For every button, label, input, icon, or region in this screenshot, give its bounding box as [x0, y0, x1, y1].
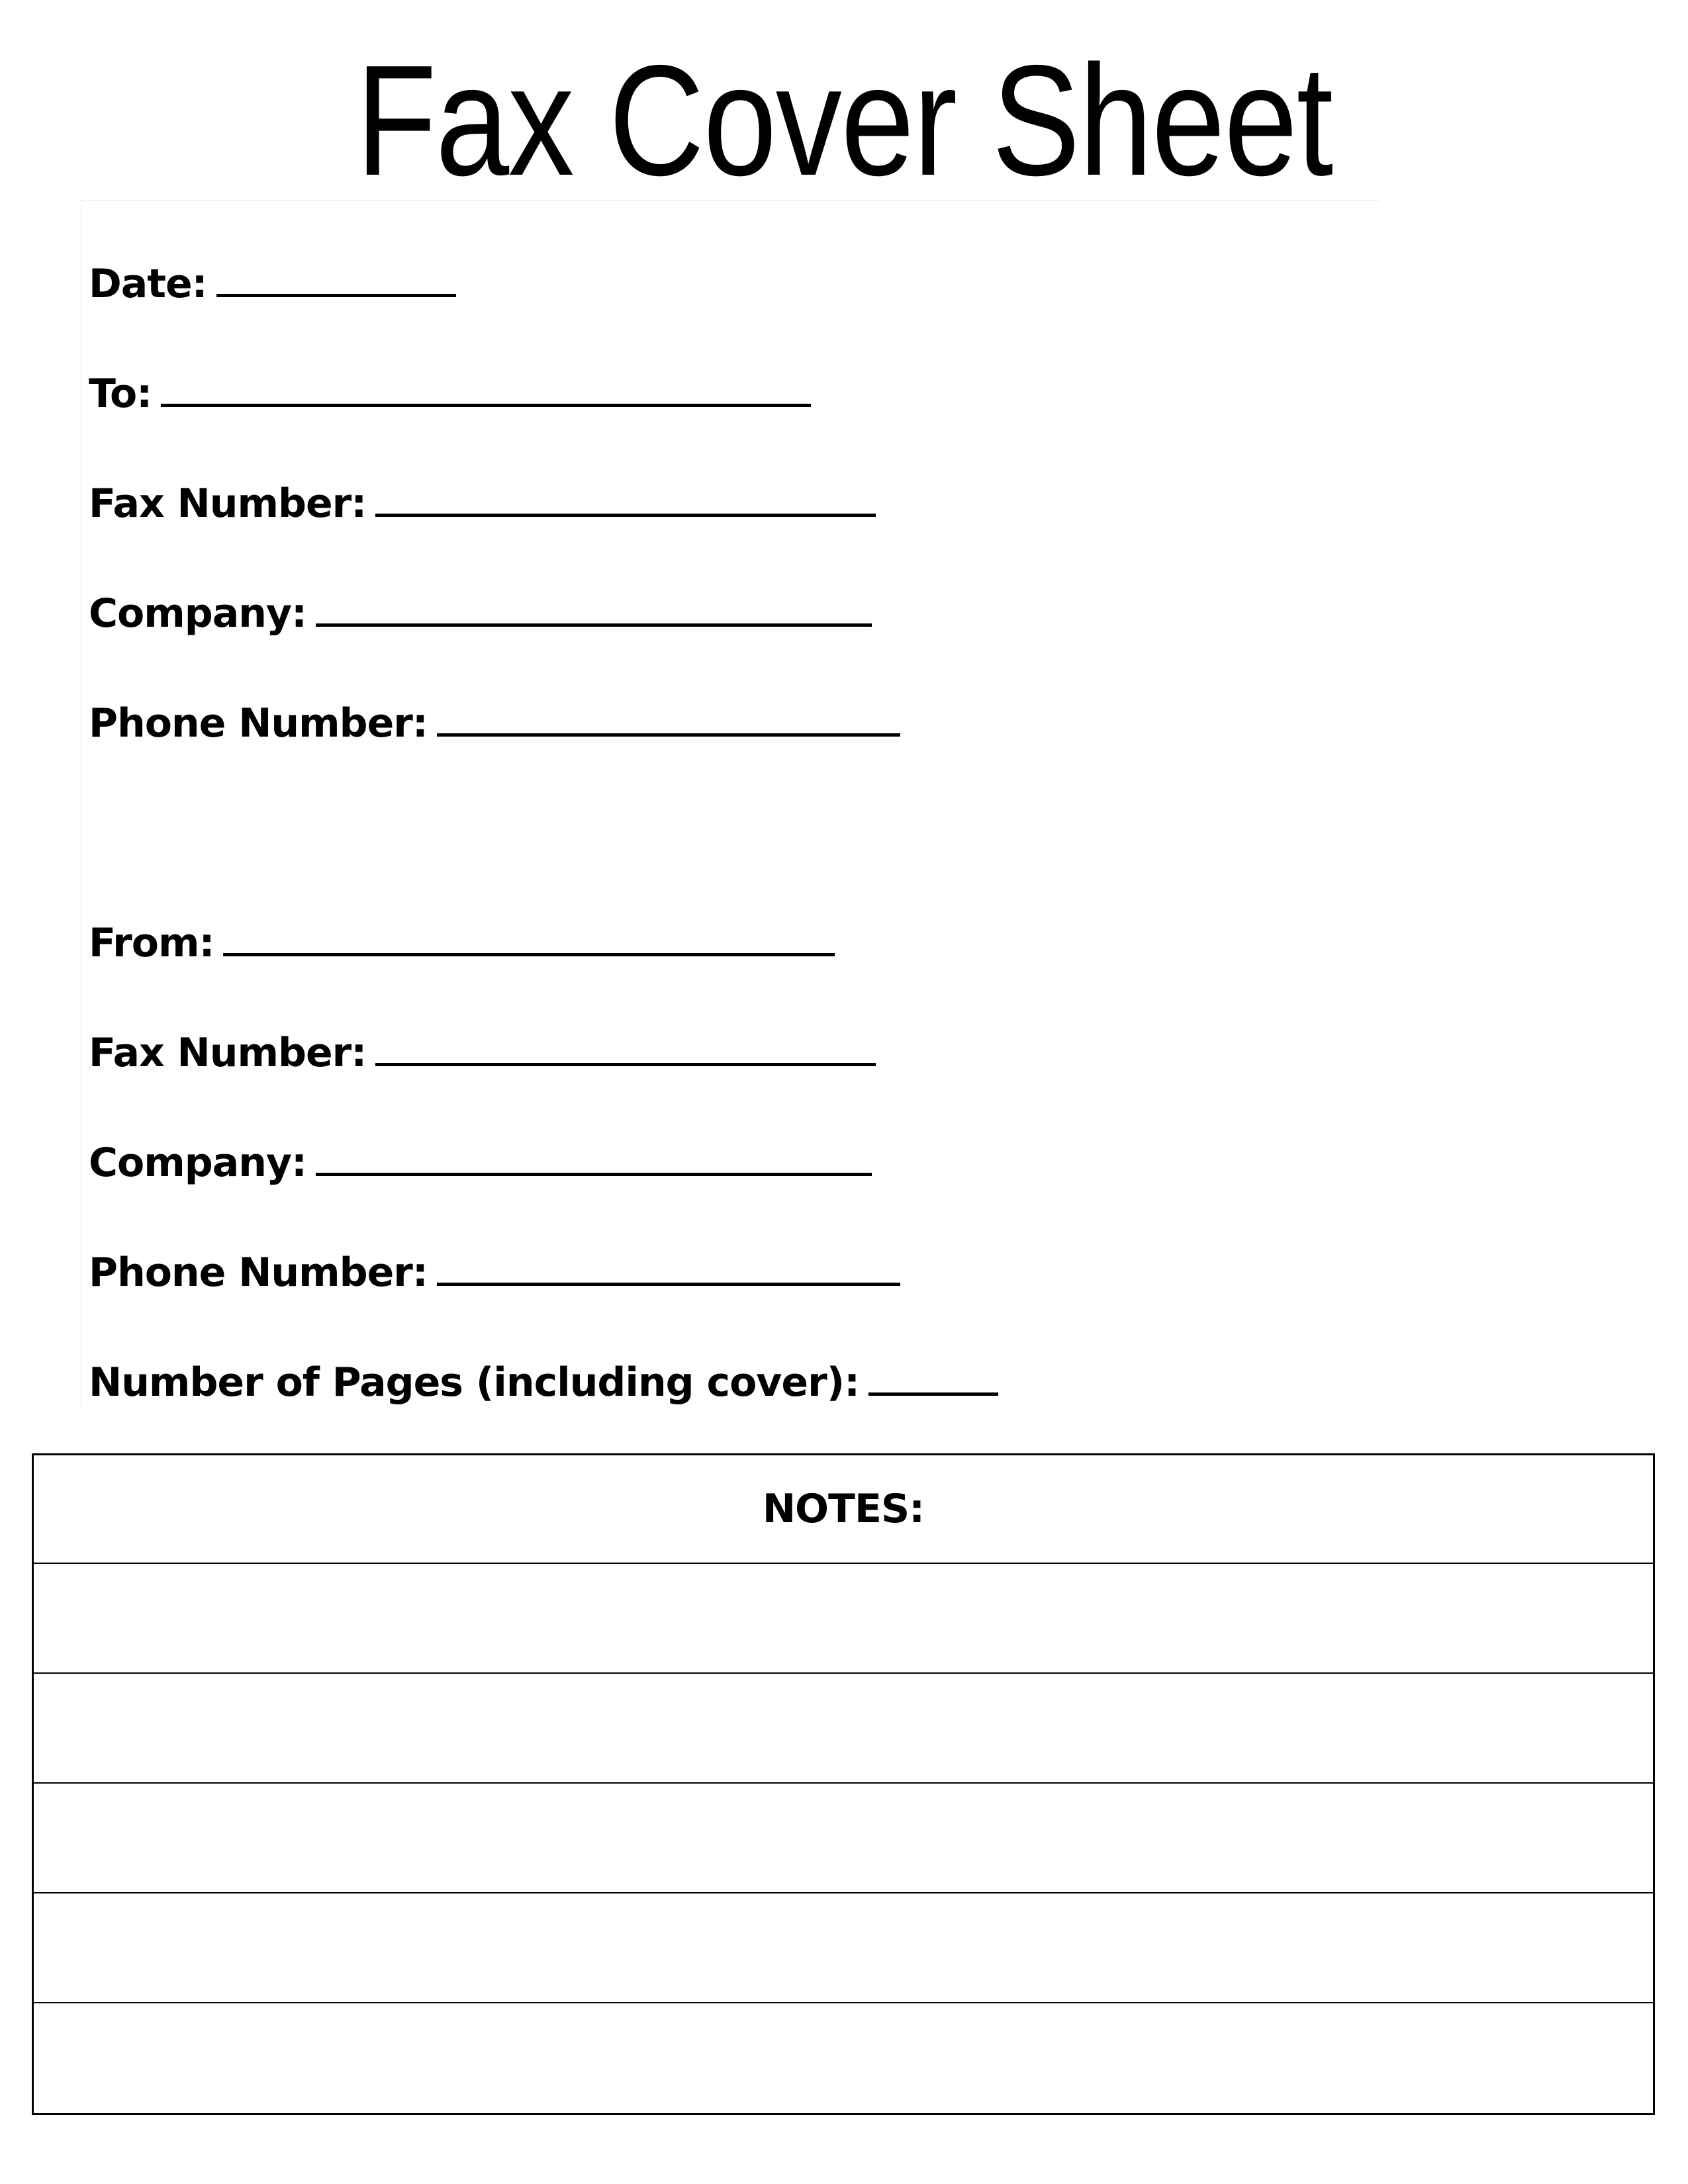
notes-row-2[interactable] — [34, 1674, 1653, 1784]
notes-row-4[interactable] — [34, 1893, 1653, 2003]
notes-row-3[interactable] — [34, 1784, 1653, 1893]
recipient-fax-field — [89, 479, 876, 527]
date-blank[interactable] — [216, 259, 456, 297]
from-label: From: — [89, 920, 214, 966]
recipient-phone-blank[interactable] — [437, 699, 900, 737]
pages-label: Number of Pages (including cover): — [89, 1359, 860, 1406]
date-field — [89, 259, 456, 308]
recipient-fax-label: Fax Number: — [89, 480, 367, 527]
sender-company-blank[interactable] — [316, 1138, 872, 1176]
recipient-company-blank[interactable] — [316, 589, 872, 627]
notes-row-1[interactable] — [34, 1564, 1653, 1674]
sender-fax-field — [89, 1028, 876, 1077]
recipient-phone-field — [89, 699, 900, 747]
notes-table — [32, 1453, 1655, 2115]
recipient-fax-blank[interactable] — [375, 479, 876, 517]
sender-phone-blank[interactable] — [437, 1248, 900, 1286]
notes-row-5[interactable] — [34, 2003, 1653, 2113]
to-label: To: — [89, 371, 152, 417]
recipient-company-field — [89, 589, 872, 637]
from-blank[interactable] — [223, 919, 835, 956]
sender-fax-blank[interactable] — [375, 1028, 876, 1066]
from-field — [89, 919, 835, 967]
sender-company-label: Company: — [89, 1140, 307, 1186]
sender-phone-field — [89, 1248, 900, 1297]
sender-phone-label: Phone Number: — [89, 1250, 428, 1296]
notes-header: NOTES: — [34, 1455, 1653, 1564]
date-label: Date: — [89, 261, 207, 307]
recipient-phone-label: Phone Number: — [89, 700, 428, 747]
pages-blank[interactable] — [868, 1358, 998, 1396]
page-title: Fax Cover Sheet — [355, 33, 1333, 208]
pages-field — [89, 1358, 998, 1406]
to-blank[interactable] — [161, 369, 811, 407]
to-field — [89, 369, 811, 418]
sender-fax-label: Fax Number: — [89, 1030, 367, 1076]
sender-company-field — [89, 1138, 872, 1187]
recipient-company-label: Company: — [89, 590, 307, 637]
